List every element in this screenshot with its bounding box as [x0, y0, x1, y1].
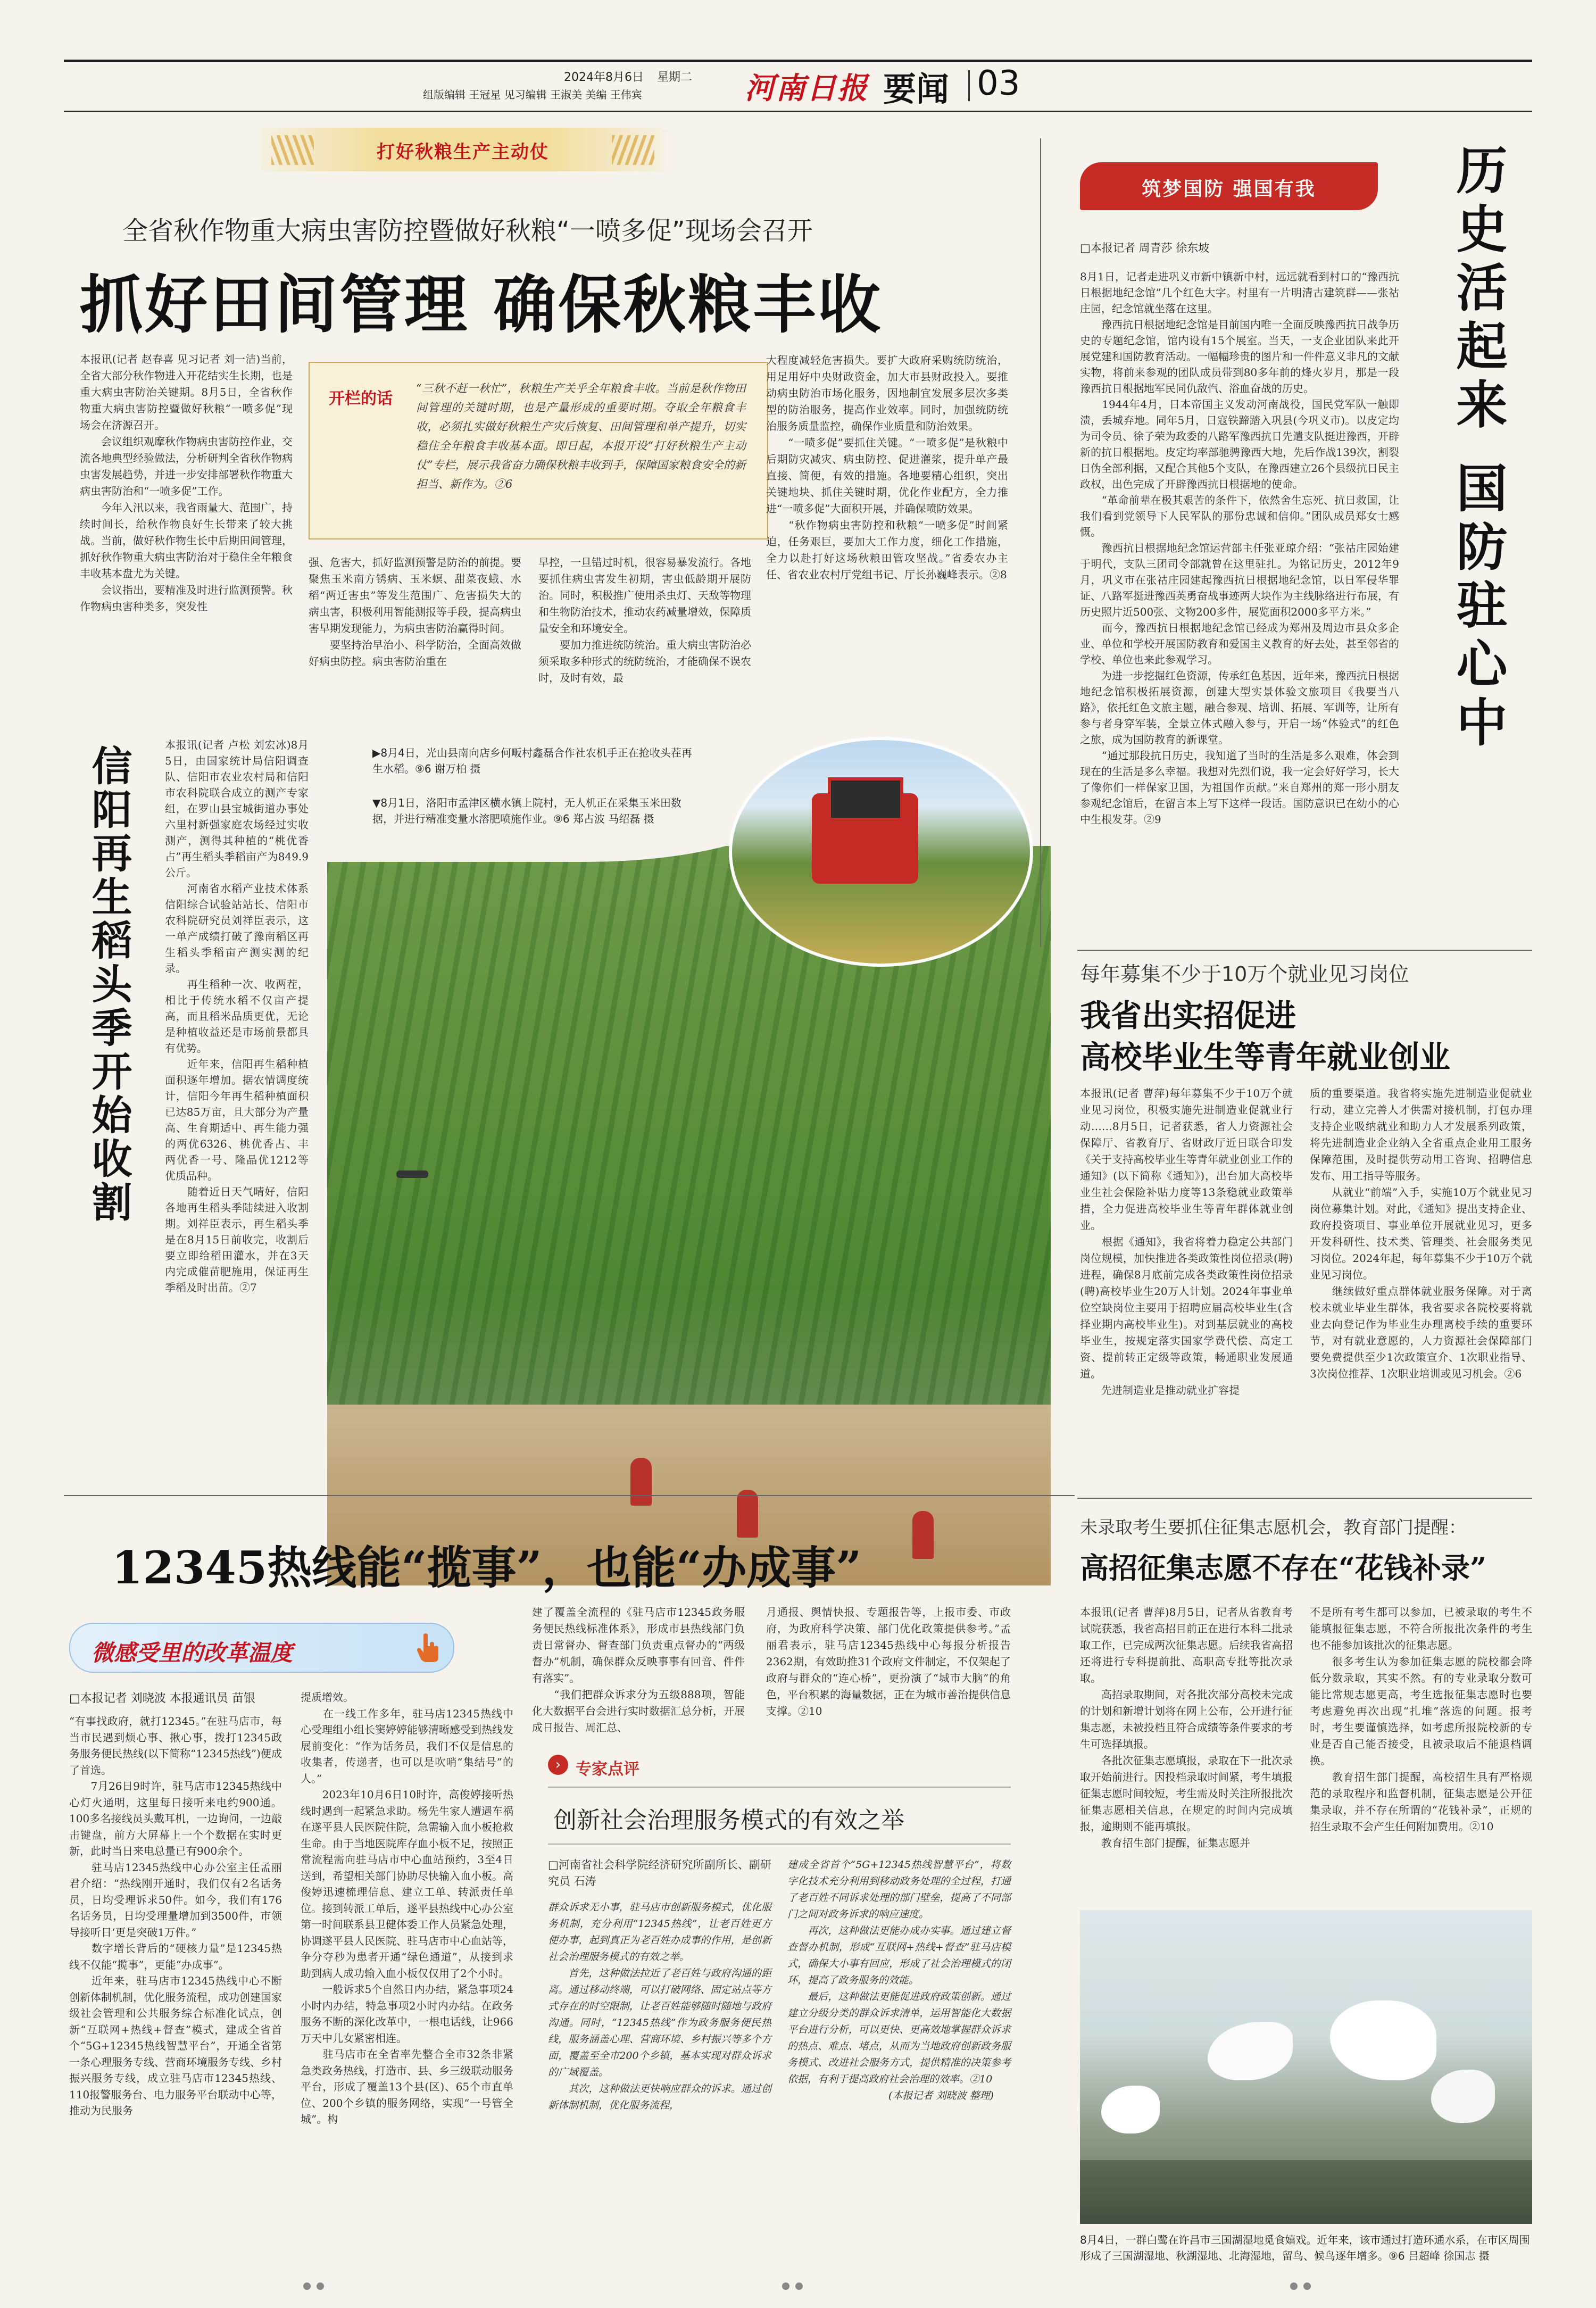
hand-pointer-icon	[416, 1632, 440, 1662]
egret-1	[1101, 2086, 1160, 2133]
header-date-line	[564, 68, 692, 85]
header-top-rule	[64, 60, 1532, 62]
page-number: 03	[977, 64, 1020, 103]
footer-dot	[1290, 2282, 1298, 2290]
recruit-top-rule	[1077, 1498, 1532, 1499]
recruit-kicker: 未录取考生要抓住征集志愿机会，教育部门提醒：	[1080, 1517, 1466, 1538]
lead-col3: 早控，一旦错过时机，很容易暴发流行。各地要抓住病虫害发生初期，害虫低龄期开展防治。同时，积极推广使用杀虫灯、天敌等物理和生物防治技术，推动农药减量增效，保障质量安全和环境安全。 要加力推进统防统治。重大病虫害防治必须采取多种形式的统防统治，才能确保不误农时，及时有效，最	[538, 556, 751, 684]
footer-dot	[795, 2282, 803, 2290]
lead-col2: 强、危害大，抓好监测预警是防治的前提。要聚焦玉米南方锈病、玉米螟、甜菜夜蛾、水稻“两迁害虫”等发生范围广、危害损失大的病虫害，积极利用智能测报等手段，提高病虫害早期发现能力，为病虫害防治赢得时间。 要坚持治早治小、科学防治，全面高效做好病虫防控。病虫害防治重在	[309, 556, 521, 668]
drone-worker-2	[737, 1490, 758, 1538]
egret-3	[1330, 2000, 1436, 2080]
editor-note-box	[309, 362, 768, 539]
header-date: 2024年8月6日	[564, 71, 644, 84]
history-banner-text: 筑梦国防 强国有我	[1142, 178, 1316, 200]
drone-worker-3	[912, 1511, 934, 1559]
lead-headline: 抓好田间管理 确保秋粮丰收	[80, 268, 883, 342]
water-reflection	[1080, 2160, 1532, 2224]
egrets-photo	[1080, 1910, 1532, 2224]
lead-kicker: 全省秋作物重大病虫害防控暨做好秋粮“一喷多促”现场会召开	[122, 216, 813, 246]
lead-col4: 大程度减轻危害损失。要扩大政府采购统防统治，用足用好中央财政资金，加大市县财政投入。要推动病虫防治市场化服务，因地制宜发展多层次多类型的防治服务，提高作业效率。同时，加强统防统治服务质量监控，确保作业质量和防治效果。 “一喷多促”要抓住关键。“一喷多促”是秋粮中后期防灾减灾、病虫防控、促进灌浆，提升单产最直接、简便，有效的措施。各地要精心组织，突出关键地块、抓住关键时期，优化作业配方，全力推进“一喷多促”大面积开展，并确保喷防效果。 “秋作物病虫害防控和秋粮“一喷多促”时间紧迫，任务艰巨，要加大工作力度，细化工作措施，全力以赴打好这场秋粮田管攻坚战。”省委农办主任、省农业农村厅党组书记、厅长孙巍峰表示。②8	[766, 354, 1008, 581]
footer-dot	[303, 2282, 311, 2290]
hotline-col1: “有事找政府，就打12345。”在驻马店市，每当市民遇到烦心事、揪心事，拨打12345政务服务便民热线(以下简称“12345热线”)便成了首选。 7月26日9时许，驻马店市12345热线中心灯火通明，这里每日接听来电约900通。100多名接线员头戴耳机，一边询问，一边敲击键盘，前方大屏幕上一个个数据在实时更新，此时当日来电总量已有900余个。 驻马店12345热线中心办公室主任孟丽君介绍：“热线刚开通时，我们仅有2名话务员，日均受理诉求50件。如今，我们有176名话务员，日均受理量增加到3500件，市领导接听日‘更是突破1万件。” 数字增长背后的“硬核力量”是12345热线不仅能“揽事”，更能“办成事”。 近年来，驻马店市12345热线中心不断创新体制机制，优化服务流程，成功创建国家级社会管理和公共服务综合标准化试点，创新“互联网+热线+督查”模式，建成全省首个“5G+12345热线智慧平台”，开通全省第一条心理服务专线、营商环境服务专线、乡村振兴服务专线，成立驻马店市12345热线、110报警服务台、电力服务平台联动中心等，推动为民服务	[69, 1715, 282, 2117]
lead-col1: 本报讯(记者 赵春喜 见习记者 刘一洁)当前，全省大部分秋作物进入开花结实生长期，也是重大病虫害防治关键期。8月5日，全省秋作物重大病虫害防控暨做好秋粮“一喷多促”现场会在济源召开。 会议组织观摩秋作物病虫害防控作业，交流各地典型经验做法，分析研判全省秋作物病虫害发展趋势，并进一步安排部署秋作物重大病虫害防治和“一喷多促”工作。 今年入汛以来，我省雨量大、范围广，持续时间长，给秋作物良好生长带来了较大挑战。当前，做好秋作物生长中后期田间管理，抓好秋作物重大病虫害防治对于稳住全年粮食丰收基本盘尤为关键。 会议指出，要精准及时进行监测预警。秋作物病虫害种类多，突发性	[80, 353, 293, 613]
wheat-decoration-right	[612, 135, 654, 165]
header-bottom-rule	[64, 111, 1532, 112]
drone-icon	[396, 1170, 428, 1178]
section-name: 要闻	[883, 70, 950, 109]
hotline-banner-text: 微感受里的改革温度	[92, 1640, 293, 1666]
hotline-byline: □本报记者 刘晓波 本报通讯员 苗银	[69, 1692, 255, 1705]
lead-banner	[261, 128, 665, 171]
jobs-col1: 本报讯(记者 曹萍)每年募集不少于10万个就业见习岗位，积极实施先进制造业促就业行动……8月5日，记者获悉，省人力资源社会保障厅、省教育厅、省财政厅近日联合印发《关于支持高校毕业生等青年就业创业工作的通知》(以下简称《通知》)，出台加大高校毕业生社会保险补贴力度等13条稳就业政策举措，全力促进高校毕业生等青年群体就业创业。 根据《通知》，我省将着力稳定公共部门岗位规模，加快推进各类政策性岗位招录(聘)进程，确保8月底前完成各类政策性岗位招录(聘)高校毕业生20万人计划。2024年事业单位空缺岗位主要用于招聘应届高校毕业生(含择业期内高校毕业生)。对到基层就业的高校毕业生，按规定落实国家学费代偿、高定工资、提前转正定级等政策，畅通职业发展通道。 先进制造业是推动就业扩容提	[1080, 1087, 1293, 1397]
expert-tag-text: 专家点评	[576, 1760, 639, 1779]
history-byline: □本报记者 周青莎 徐东坡	[1080, 242, 1210, 254]
egret-2	[1208, 2022, 1293, 2080]
history-title: 历史活起来 国防驻心中	[1448, 144, 1508, 754]
photo-caption-1: ▶8月4日，光山县南向店乡何畈村鑫磊合作社农机手正在抢收头茬再生水稻。⑨6 谢万柏 摄	[372, 746, 692, 775]
jobs-kicker: 每年募集不少于10万个就业见习岗位	[1080, 962, 1409, 986]
hotline-col2: 提质增效。 在一线工作多年，驻马店12345热线中心受理组小组长窦婷婷能够清晰感受到热线发展前变化：“作为话务员，我们不仅是信息的收集者，传递者，也可以是吹哨“集结号”的人。” 2023年10月6日10时许，高俊婷接听热线时遇到一起紧急求助。杨先生家人遭遇车祸在遂平县人民医院住院，急需输入血小板抢救生命。由于当地医院库存血小板不足，按照正常流程需向驻马店市中心血站预约，3至4日送到，希望相关部门协助尽快输入血小板。高俊婷迅速梳理信息、建立工单、转派责任单位。接到转派工单后，遂平县热线中心办公室第一时间联系县卫健体委工作人员紧急处理，协调遂平县人民医院、驻马店市中心血站等，争分夺秒为患者开通“绿色通道”，从接到求助到病人成功输入血小板仅仅用了2个小时。 一般诉求5个自然日内办结，紧急事项24小时内办结，特急事项2小时内办结。在政务服务不断的深化改革中，一根电话线，让966万天中儿女紧密相连。 驻马店市在全省率先整合全市32条非紧急类政务热线，打造市、县、乡三级联动服务平台，形成了覆盖13个县(区)、65个市直单位、200个乡镇的服务网络，实现“一号管全城”。构	[301, 1691, 513, 2126]
expert-col1: 群众诉求无小事，驻马店市创新服务模式，优化服务机制，充分利用“12345热线”，让老百姓更方便办事，起到真正为老百姓办成事的作用，是创新社会治理服务模式的有效之举。 首先，这种做法拉近了老百姓与政府沟通的距离。通过移动终端，可以打破网络、固定站点等方式存在的时空限制，让老百姓能够随时随地与政府沟通。同时，“12345热线”作为政务服务便民热线，服务涵盖心理、营商环境、乡村振兴等多个方面，覆盖至全市200个乡镇，基本实现对群众诉求的广域覆盖。 其次，这种做法更快响应群众的诉求。通过创新体制机制，优化服务流程，	[548, 1902, 771, 2111]
header-divider	[968, 70, 970, 101]
history-banner	[1080, 162, 1378, 210]
jobs-top-rule	[1077, 950, 1532, 951]
header-staff: 组版编辑 王冠星 见习编辑 王淑美 美编 王伟宾	[423, 88, 642, 101]
recruit-col1: 本报讯(记者 曹萍)8月5日，记者从省教育考试院获悉，我省高招目前正在进行本科二批录取工作，已完成两次征集志愿。后续我省高招还将进行专科提前批、高职高专批等批次录取。 高招录取期间，对各批次部分高校未完成的计划和新增计划将在网上公布，公开进行征集志愿，未被投档且符合成绩等条件要求的考生可选择填报。 各批次征集志愿填报，录取在下一批次录取开始前进行。因投档录取时间紧，考生填报征集志愿时间较短，考生需及时关注所报批次征集志愿相关信息，在规定的时间内完成填报，逾期则不能再填报。 教育招生部门提醒，征集志愿并	[1080, 1606, 1293, 1849]
rice-text: 本报讯(记者 卢松 刘宏冰)8月5日，由国家统计局信阳调查队、信阳市农业农村局和信阳市农科院联合成立的测产专家组，在罗山县宝城街道办事处六里村新强家庭农场经过实收测产，测得其种植的“桃优香占”再生稻头季稻亩产为849.9公斤。 河南省水稻产业技术体系信阳综合试验站站长、信阳市农科院研究员刘祥臣表示，这一单产成绩打破了豫南稻区再生稻头季稻亩产测实测的纪录。 再生稻种一次、收两茬，相比于传统水稻不仅亩产提高，而且稻米品质更优，无论是种植收益还是市场前景都具有优势。 近年来，信阳再生稻种植面积逐年增加。据农情调度统计，信阳今年再生稻种植面积已达85万亩，且大部分为产量高、生育期适中、再生能力强的两优6326、桃优香占、丰两优香一号、隆晶优1212等优质品种。 随着近日天气晴好，信阳各地再生稻头季陆续进入收割期。刘祥臣表示，再生稻头季是在8月15日前收完，收割后要立即给稻田灌水，并在3天内完成催苗肥施用，保证再生季稻及时出苗。②7	[165, 738, 309, 1294]
hotline-col4: 月通报、舆情快报、专题报告等，上报市委、市政府，为政府科学决策、部门优化政策提供参考。”孟丽君表示，驻马店12345热线中心每报分析报告2362期，有效助推31个政府文件制定，不仅架起了政府与群众的“连心桥”，更扮演了“城市大脑”的角色，平台积累的海量数据，正在为城市善治提供信息支撑。②10	[766, 1606, 1011, 1717]
jobs-col2: 质的重要渠道。我省将实施先进制造业促就业行动，建立完善人才供需对接机制，打包办理支持企业吸纳就业和助力人才发展系列政策，将先进制造业企业纳入全省重点企业用工服务保障范围，及时提供劳动用工咨询、招聘信息发布、用工指导等服务。 从就业“前端”入手，实施10万个就业见习岗位募集计划。对此，《通知》提出支持企业、政府投资项目、事业单位开展就业见习，更多开发科研性、技术类、管理类、社会服务类见习岗位。2024年起，每年募集不少于10万个就业见习岗位。 继续做好重点群体就业服务保障。对于离校未就业毕业生群体，我省要求各院校要将就业去向登记作为毕业生办理离校手续的重要环节，对有就业意愿的，人力资源社会保障部门要免费提供至少1次政策宣介、1次职业指导、3次岗位推荐、1次职业培训或见习机会。②6	[1310, 1087, 1532, 1380]
harvester-cab	[828, 777, 903, 821]
footer-dot	[317, 2282, 324, 2290]
mid-page-rule	[64, 1495, 1075, 1496]
header-weekday: 星期二	[656, 71, 692, 84]
footer-dot	[1303, 2282, 1311, 2290]
hotline-col3: 建了覆盖全流程的《驻马店市12345政务服务便民热线标准体系》，形成市县热线部门负责日常督办、督查部门负责重点督办的“两级督办”机制，确保群众反映事事有回音、件件有落实”。 “我们把群众诉求分为五级888项，智能化大数据平台会进行实时数据汇总分析，开展成日报告、周汇总、	[532, 1606, 745, 1734]
chevron-right-icon: ›	[548, 1755, 568, 1775]
newspaper-logo: 河南日报	[745, 71, 868, 106]
expert-title-rule-2	[548, 1844, 1011, 1845]
history-text: 8月1日，记者走进巩义市新中镇新中村，远远就看到村口的“豫西抗日根据地纪念馆”几个红色大字。村里有一片明清古建筑群——张祜庄园，纪念馆就坐落在这里。 豫西抗日根据地纪念馆是目前国内唯一全面反映豫西抗日战争历史的专题纪念馆，馆内设有15个展室。当天，一支企业团队来此开展党建和国防教育活动。一幅幅珍贵的图片和一件件意义非凡的文献实物，将前来参观的团队成员带到80多年前的烽火岁月，那是一段豫西抗日根据地军民同仇敌忾、浴血奋战的历史。 1944年4月，日本帝国主义发动河南战役，国民党军队一触即溃，丢城弃地。同年5月，日寇铁蹄踏入巩县(今巩义市)。以皮定均为司令员、徐子荣为政委的八路军豫西抗日先遣支队挺进豫西，开辟新的抗日根据地。皮定均率部驰骋豫西大地，先后作战139次，割裂日伪全部利据，又配合其他5个支队，在豫西建立26个县级抗日民主政权，出色完成了开辟豫西抗日根据地的使命。 “革命前辈在极其艰苦的条件下，依然舍生忘死、抗日救国，让我们看到党领导下人民军队的那份忠诚和信仰。”团队成员郑女士感慨。 豫西抗日根据地纪念馆运营部主任张亚琼介绍：“张祜庄园始建于明代，支队三团司令部就曾在这里驻扎。为铭记历史，2012年9月，巩义市在张祜庄园建起豫西抗日根据地纪念馆，以日军侵华罪证、八路军挺进豫西英勇奋战事迹两大块作为主线脉络进行布展，有历史照片近500张、文物200多件，展览面积2000多平方米。” 而今，豫西抗日根据地纪念馆已经成为郑州及周边市县众多企业、单位和学校开展国防教育和爱国主义教育的好去处，甚至邻省的学校、单位也来此参观学习。 为进一步挖掘红色资源，传承红色基因，近年来，豫西抗日根据地纪念馆积极拓展资源，创建大型实景体验文旅项目《我要当八路》，依托红色文旅主题，融合参观、培训、拓展、军训等，让所有参与者身穿军装，全景立体式融入参与，开启一场“体验式”的红色之旅，成为国防教育的新课堂。 “通过那段抗日历史，我知道了当时的生活是多么艰难，体会到现在的生活是多么幸福。我想对先烈们说，我一定会好好学习，长大了像你们一样保家卫国，为祖国作贡献。”来自郑州的郑一形小朋友参观纪念馆后，在留言本上写下这样一段话。国防意识已在幼小的心中生根发芽。②9	[1080, 270, 1399, 826]
footer-dot	[782, 2282, 789, 2290]
expert-title: 创新社会治理服务模式的有效之举	[553, 1807, 904, 1834]
egret-4	[1431, 2070, 1495, 2123]
hotline-banner	[69, 1623, 454, 1673]
rice-title: 信阳再生稻头季开始收割	[85, 745, 132, 1225]
expert-byline: □河南省社会科学院经济研究所副所长、副研究员 石涛	[548, 1858, 771, 1888]
lead-banner-text: 打好秋粮生产主动仗	[377, 142, 549, 163]
expert-col2: 建成全省首个“5G+12345热线智慧平台”，将数字化技术充分利用到移动政务处理的全过程，打通了老百姓不同诉求处理的部门壁垒，提高了不同部门之间对政务诉求的响应速度。 再次，这种做法更能办成办实事。通过建立督查督办机制，形成“互联网+热线+督查”驻马店模式，确保大小事有回应，形成了社会治理模式的闭环，提高了政务服务的效能。 最后，这种做法更能促进政府政策创新。通过建立分级分类的群众诉求清单，运用智能化大数据平台进行分析，可以更快、更高效地掌握群众诉求的热点、难点、堵点，从而为当地政府创新政务服务模式、改进社会服务方式，提供精准的决策参考依据，有利于提高政府社会治理的效率。②10 (本报记者 刘晓波 整理)	[787, 1859, 1011, 2102]
egrets-caption: 8月4日，一群白鹭在许昌市三国湖湿地觅食嬉戏。近年来，该市通过打造环通水系，在市区周围形成了三国湖湿地、秋湖湿地、北海湿地，留鸟、候鸟逐年增多。⑨6 吕超峰 徐国志 摄	[1080, 2234, 1530, 2262]
recruit-col2: 不是所有考生都可以参加，已被录取的考生不能填报征集志愿，不符合所报批次条件的考生也不能参加该批次的征集志愿。 很多考生认为参加征集志愿的院校都会降低分数录取，其实不然。有的专业录取分数可能比常规志愿更高，考生选报征集志愿时也要考虑避免再次出现“扎堆”落选的问题。报考时，考生要谨慎选择，如考虑所报院校新的专业是否自己能否接受，且被录取后不能退档调换。 教育招生部门提醒，高校招生具有严格规范的录取程序和监督机制，征集志愿是公开征集录取，并不存在所谓的“花钱补录”，正规的招生录取不会产生任何附加费用。②10	[1310, 1606, 1532, 1833]
editor-note-tag: 开栏的话	[329, 389, 393, 408]
harvester-photo	[729, 737, 1033, 967]
drone-worker-1	[630, 1458, 652, 1506]
editor-note-text: “三秋不赶一秋忙”，秋粮生产关乎全年粮食丰收。当前是秋作物田间管理的关键时期，也是产量形成的重要时期。夺取全年粮食丰收，必须扎实做好秋粮生产灾后恢复、田间管理和单产提升，切实稳住全年粮食丰收基本面。即日起，本报开设“打好秋粮生产主动仗”专栏，展示我省奋力确保秋粮丰收到手，保障国家粮食安全的新担当、新作为。②6	[416, 382, 746, 491]
expert-title-rule	[548, 1787, 1011, 1788]
jobs-headline-1: 我省出实招促进	[1080, 998, 1296, 1034]
jobs-headline-2: 高校毕业生等青年就业创业	[1080, 1039, 1451, 1075]
hotline-headline: 12345热线能“揽事”，也能“办成事”	[112, 1541, 862, 1594]
recruit-headline: 高招征集志愿不存在“花钱补录”	[1080, 1551, 1487, 1585]
photo-caption-2: ▼8月1日，洛阳市孟津区横水镇上院村，无人机正在采集玉米田数据，并进行精准变量水溶肥喷施作业。⑨6 郑占波 马绍磊 摄	[372, 796, 681, 825]
right-column-rule	[1040, 138, 1041, 947]
